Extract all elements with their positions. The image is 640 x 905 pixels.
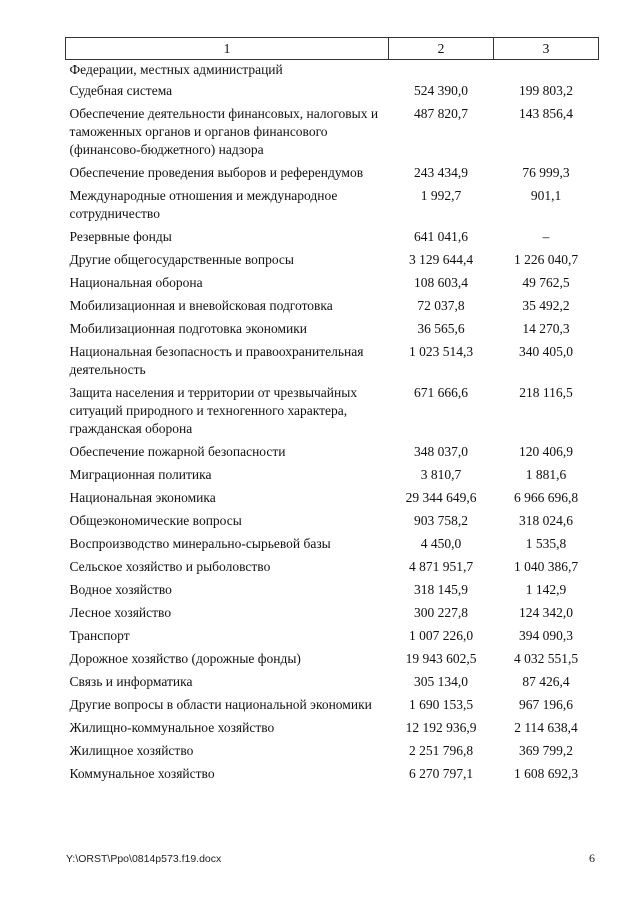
row-label: Мобилизационная и вневойсковая подготовка [69,298,333,313]
row-value-col2: 1 992,7 [420,188,462,203]
row-value-col3: 1 608 692,3 [513,766,579,781]
row-value-col3: 14 270,3 [522,321,570,336]
row-value-col2: 318 145,9 [414,582,468,597]
row-value-col3: 35 492,2 [522,298,570,313]
row-label: Общеэкономические вопросы [69,513,242,528]
row-value-col2 [389,60,494,83]
table-header-row [66,38,599,60]
row-value-col3: 4 032 551,5 [513,651,579,666]
row-value-col2: 300 227,8 [414,605,468,620]
table-row [66,696,599,719]
row-value-col2: 903 758,2 [414,513,468,528]
row-value-col3: 2 114 638,4 [514,720,578,735]
row-label: Сельское хозяйство и рыболовство [69,559,271,574]
column-header-3: 3 [494,38,599,60]
table-row [66,320,599,343]
column-header-2: 2 [389,38,494,60]
row-value-col3: – [542,229,550,244]
row-label: Лесное хозяйство [69,605,172,620]
row-value-col2: 524 390,0 [414,83,468,98]
row-label: Международные отношения и международное сотрудничество [69,188,338,221]
row-value-col2: 19 943 602,5 [405,651,477,666]
row-value-col3: 218 116,5 [519,385,573,400]
table-row [66,719,599,742]
row-label: Национальная безопасность и правоохранительная деятельность [69,344,364,377]
table-row [66,105,599,164]
budget-table [65,37,599,788]
row-label: Связь и информатика [69,674,193,689]
table-row [66,650,599,673]
column-header-1: 1 [66,38,389,60]
row-label: Транспорт [69,628,130,643]
row-value-col3: 87 426,4 [522,674,570,689]
row-value-col2: 3 810,7 [420,467,462,482]
table-row [66,164,599,187]
row-value-col2: 72 037,8 [417,298,465,313]
row-value-col3: 1 142,9 [525,582,567,597]
row-value-col3: 1 535,8 [525,536,567,551]
row-label: Национальная оборона [69,275,203,290]
row-value-col3: 124 342,0 [519,605,573,620]
table-row [66,512,599,535]
table-row [66,343,599,384]
row-label: Защита населения и территории от чрезвычайных ситуаций природного и техногенного характера, гражданская оборона [69,385,358,436]
row-value-col3: 199 803,2 [519,83,573,98]
table-row [66,673,599,696]
row-value-col2: 1 023 514,3 [408,344,474,359]
table-row [66,581,599,604]
table-row [66,742,599,765]
row-value-col2: 29 344 649,6 [405,490,477,505]
table-row [66,604,599,627]
row-value-col2: 2 251 796,8 [408,743,474,758]
table-row [66,489,599,512]
table-row [66,384,599,443]
row-value-col2: 243 434,9 [414,165,468,180]
row-label: Мобилизационная подготовка экономики [69,321,308,336]
row-value-col3: 143 856,4 [519,106,573,121]
table-row [66,60,599,83]
row-value-col3 [494,60,599,83]
table-row [66,82,599,105]
row-value-col2: 671 666,6 [414,385,468,400]
row-value-col2: 6 270 797,1 [408,766,474,781]
row-value-col3: 901,1 [530,188,562,203]
row-label: Коммунальное хозяйство [69,766,215,781]
table-row [66,765,599,788]
row-label: Другие общегосударственные вопросы [69,252,294,267]
row-label: Резервные фонды [69,229,172,244]
table-row [66,274,599,297]
table-row [66,297,599,320]
footer-file-path: Y:\ORST\Ppo\0814p573.f19.docx [66,853,222,865]
row-value-col3: 369 799,2 [519,743,573,758]
footer-page-number: 6 [589,851,595,865]
row-value-col3: 49 762,5 [522,275,570,290]
row-value-col2: 1 007 226,0 [408,628,474,643]
table-row [66,251,599,274]
table-body [66,60,599,789]
row-value-col3: 120 406,9 [519,444,573,459]
row-label: Дорожное хозяйство (дорожные фонды) [69,651,301,666]
row-label: Обеспечение проведения выборов и референдумов [69,165,364,180]
row-value-col2: 348 037,0 [414,444,468,459]
row-value-col2: 487 820,7 [414,106,468,121]
row-value-col3: 1 226 040,7 [513,252,579,267]
table-row [66,187,599,228]
row-value-col2: 1 690 153,5 [408,697,474,712]
row-value-col3: 6 966 696,8 [513,490,579,505]
row-label: Другие вопросы в области национальной экономики [69,697,372,712]
row-label: Федерации, местных администраций [69,62,283,77]
row-label: Обеспечение деятельности финансовых, налоговых и таможенных органов и органов финансового (финансово-бюджетного) надзора [69,106,379,157]
row-label: Миграционная политика [69,467,212,482]
row-label: Воспроизводство минерально-сырьевой базы [69,536,331,551]
row-label: Судебная система [69,83,173,98]
table-row [66,535,599,558]
row-label: Жилищно-коммунальное хозяйство [69,720,275,735]
row-value-col2: 12 192 936,9 [405,720,477,735]
row-label: Водное хозяйство [69,582,172,597]
row-value-col3: 1 881,6 [525,467,567,482]
row-value-col3: 967 196,6 [519,697,573,712]
row-value-col2: 36 565,6 [417,321,465,336]
row-value-col3: 1 040 386,7 [513,559,579,574]
row-value-col3: 76 999,3 [522,165,570,180]
row-label: Обеспечение пожарной безопасности [69,444,286,459]
row-value-col2: 4 450,0 [420,536,462,551]
row-label: Национальная экономика [69,490,216,505]
table-row [66,443,599,466]
row-value-col2: 305 134,0 [414,674,468,689]
table-row [66,228,599,251]
row-value-col3: 394 090,3 [519,628,573,643]
row-label: Жилищное хозяйство [69,743,194,758]
row-value-col3: 318 024,6 [519,513,573,528]
table-row [66,627,599,650]
row-value-col2: 4 871 951,7 [408,559,474,574]
table-row [66,558,599,581]
table-row [66,466,599,489]
row-value-col2: 108 603,4 [414,275,468,290]
row-value-col2: 3 129 644,4 [408,252,474,267]
row-value-col2: 641 041,6 [414,229,468,244]
row-value-col3: 340 405,0 [519,344,573,359]
